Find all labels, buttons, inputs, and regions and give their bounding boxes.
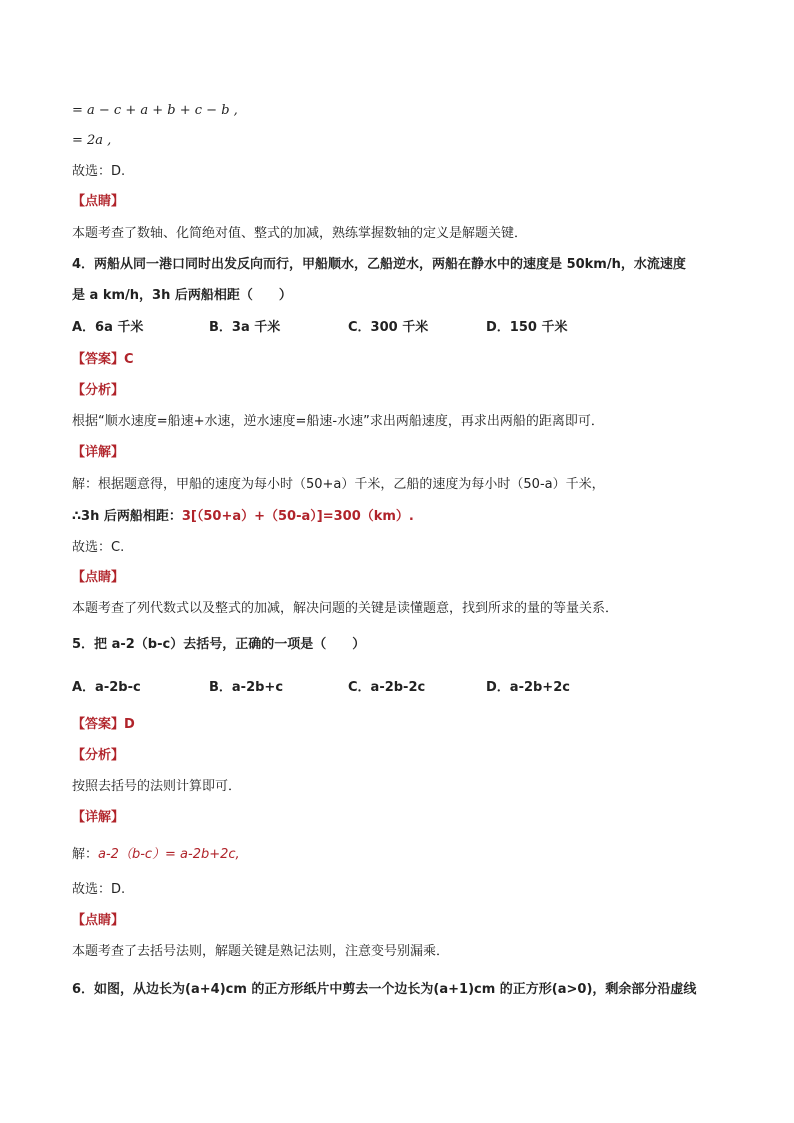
q5-note: 本题考查了去括号法则，解题关键是熟记法则，注意变号别漏乘． <box>72 944 450 959</box>
q5-option-b: B．a-2b+c <box>209 680 284 695</box>
q4-dianjing-label: 【点睛】 <box>72 570 125 585</box>
choose-line <box>72 163 125 181</box>
q4-answer-line <box>72 351 134 369</box>
q5-detail-expression: a-2（b-c）= a-2b+2c, <box>98 847 240 862</box>
q4-analysis-label: 【分析】 <box>72 383 125 398</box>
q4-answer-value: C <box>124 352 134 367</box>
choose-text: 故选：D. <box>72 164 126 179</box>
q5-option-a: A．a-2b-c <box>72 680 141 695</box>
q5-dianjing-label: 【点睛】 <box>72 913 125 928</box>
q5-option-c: C．a-2b-2c <box>348 680 426 695</box>
q4-detail-line-1: 解：根据题意得，甲船的速度为每小时（50+a）千米，乙船的速度为每小时（50-a）千米， <box>72 477 605 492</box>
q5-analysis-text: 按照去括号的法则计算即可． <box>72 779 242 794</box>
q5-stem: 5．把 a-2（b-c）去括号，正确的一项是（ ） <box>72 637 366 652</box>
q4-option-b: B．3a 千米 <box>209 320 281 335</box>
q4-choose-line: 故选：C. <box>72 540 125 555</box>
q5-option-d: D．a-2b+2c <box>486 680 570 695</box>
q4-detail-prefix: ∴3h 后两船相距： <box>72 509 182 524</box>
q5-choose-line: 故选：D. <box>72 882 126 897</box>
section3-note: 本题考查了数轴、化简绝对值、整式的加减，熟练掌握数轴的定义是解题关键． <box>72 226 528 241</box>
q4-stem-line-2: 是 a km/h，3h 后两船相距（ ） <box>72 288 292 303</box>
q4-option-d: D．150 千米 <box>486 320 568 335</box>
equation-line-2: = 2a , <box>72 133 112 148</box>
q4-option-a: A．6a 千米 <box>72 320 144 335</box>
q5-answer-value: D <box>124 717 135 732</box>
equation-line-1: = a − c + a + b + c − b , <box>72 103 238 118</box>
q5-analysis-label: 【分析】 <box>72 748 125 763</box>
q4-detail-label: 【详解】 <box>72 445 125 460</box>
q5-detail-prefix: 解： <box>72 847 99 862</box>
q4-detail-expression: 3[（50+a）+（50-a）]=300（km）. <box>181 509 414 524</box>
q6-stem: 6．如图，从边长为(a+4)cm 的正方形纸片中剪去一个边长为(a+1)cm 的正方形(a>0)，剩余部分沿虚线 <box>72 982 697 997</box>
q4-detail-line-2 <box>72 508 414 526</box>
dianjing-label-3: 【点睛】 <box>72 194 125 209</box>
q4-analysis-text: 根据“顺水速度=船速+水速，逆水速度=船速-水速”求出两船速度，再求出两船的距离即可． <box>72 414 604 429</box>
answer-label: 【答案】 <box>72 352 125 367</box>
q5-answer-line <box>72 716 135 734</box>
q5-detail-line <box>72 846 240 864</box>
q5-detail-label: 【详解】 <box>72 810 125 825</box>
answer-label-q5: 【答案】 <box>72 717 125 732</box>
q4-option-c: C．300 千米 <box>348 320 429 335</box>
q4-stem-line-1: 4．两船从同一港口同时出发反向而行，甲船顺水，乙船逆水，两船在静水中的速度是 50km/h，水流速度 <box>72 257 686 272</box>
q4-note: 本题考查了列代数式以及整式的加减，解决问题的关键是读懂题意，找到所求的量的等量关系． <box>72 601 619 616</box>
